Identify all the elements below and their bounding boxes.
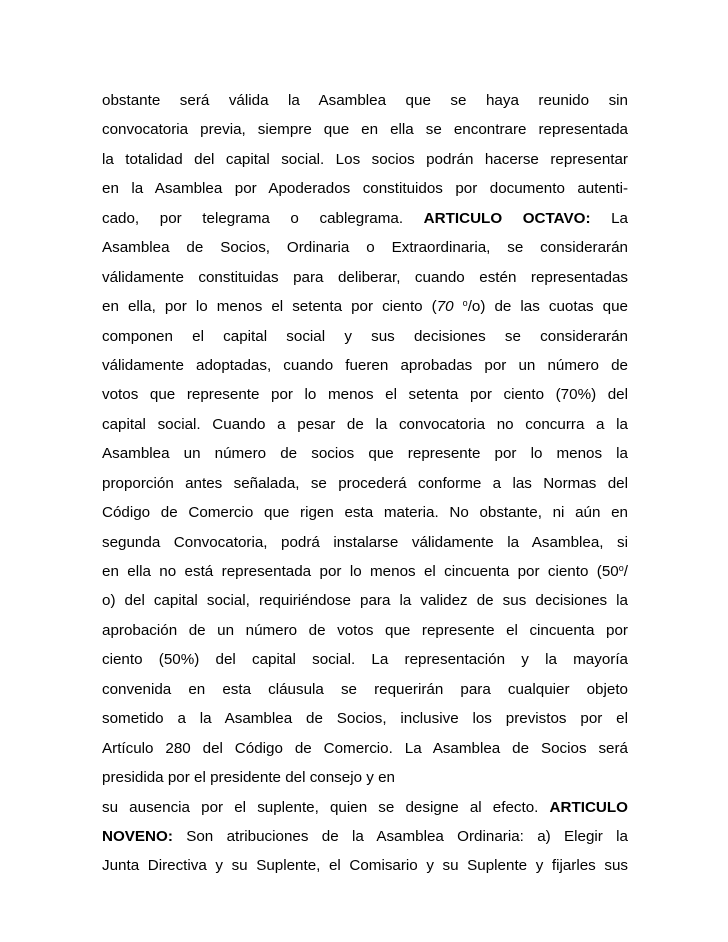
text-line [102, 204, 628, 233]
text-segment: Asamblea un número de socios que represente por lo menos la [102, 445, 628, 463]
text-segment: presidida por el presidente del consejo y en [102, 769, 395, 787]
text-line [102, 645, 628, 674]
text-segment: Junta Directiva y su Suplente, el Comisario y su Suplente y fijarles sus [102, 857, 628, 875]
text-line [102, 763, 628, 792]
document-body [102, 86, 628, 881]
text-segment: en ella, por lo menos el setenta por ciento ( [102, 298, 437, 316]
text-segment: en la Asamblea por Apoderados constituidos por documento autenti- [102, 180, 628, 198]
text-line [102, 469, 628, 498]
text-segment: aprobación de un número de votos que represente el cincuenta por [102, 621, 628, 639]
article-heading: ARTICULO [549, 798, 628, 816]
text-segment: 70 [436, 298, 463, 316]
text-line [102, 86, 628, 115]
text-segment: votos que represente por lo menos el setenta por ciento (70%) del [102, 386, 628, 404]
text-segment: convocatoria previa, siempre que en ella se encontrare representada [102, 121, 628, 139]
text-segment: Asamblea de Socios, Ordinaria o Extraordinaria, se considerarán [102, 239, 628, 257]
text-line [102, 557, 628, 586]
text-line [102, 174, 628, 203]
text-segment: la totalidad del capital social. Los socios podrán hacerse representar [102, 150, 628, 168]
text-segment: cado, por telegrama o cablegrama. [102, 209, 424, 227]
superscript: o [462, 298, 468, 309]
text-line [102, 322, 628, 351]
text-segment: válidamente adoptadas, cuando fueren aprobadas por un número de [102, 356, 628, 374]
text-line [102, 292, 628, 321]
text-line [102, 734, 628, 763]
text-line [102, 115, 628, 144]
text-line [102, 675, 628, 704]
text-segment: La [590, 209, 629, 227]
text-line [102, 851, 628, 880]
text-segment: /o) de las cuotas que [467, 298, 628, 316]
text-line [102, 822, 628, 851]
text-line [102, 793, 628, 822]
text-segment: en ella no está representada por lo menos el cincuenta por ciento (50 [102, 563, 619, 580]
superscript: o [618, 563, 624, 573]
text-segment: Código de Comercio que rigen esta materia. No obstante, ni aún en [102, 504, 628, 522]
text-line [102, 528, 628, 557]
text-line [102, 616, 628, 645]
text-segment: Son atribuciones de la Asamblea Ordinaria: a) Elegir la [172, 827, 628, 845]
text-segment: Artículo 280 del Código de Comercio. La Asamblea de Socios será [102, 739, 628, 757]
article-heading: ARTICULO OCTAVO: [423, 209, 591, 227]
text-segment: proporción antes señalada, se procederá conforme a las Normas del [102, 474, 628, 492]
text-line [102, 498, 628, 527]
article-heading: NOVENO: [102, 827, 173, 845]
text-line [102, 704, 628, 733]
text-segment: sometido a la Asamblea de Socios, inclusive los previstos por el [102, 710, 628, 728]
text-segment: segunda Convocatoria, podrá instalarse válidamente la Asamblea, si [102, 533, 628, 551]
text-segment: o) del capital social, requiriéndose para la validez de sus decisiones la [102, 592, 628, 610]
text-line [102, 380, 628, 409]
text-segment: válidamente constituidas para deliberar, cuando estén representadas [102, 268, 628, 286]
text-segment: obstante será válida la Asamblea que se haya reunido sin [102, 92, 628, 109]
text-line [102, 439, 628, 468]
text-line [102, 410, 628, 439]
text-line [102, 351, 628, 380]
text-line [102, 263, 628, 292]
text-line [102, 586, 628, 615]
text-segment: su ausencia por el suplente, quien se designe al efecto. [102, 798, 550, 816]
text-segment: ciento (50%) del capital social. La representación y la mayoría [102, 651, 628, 669]
text-line [102, 233, 628, 262]
text-segment: convenida en esta cláusula se requerirán para cualquier objeto [102, 680, 628, 698]
text-segment: capital social. Cuando a pesar de la convocatoria no concurra a la [102, 415, 628, 433]
text-line [102, 145, 628, 174]
text-segment: componen el capital social y sus decisiones se considerarán [102, 327, 628, 345]
text-segment: / [623, 563, 628, 580]
